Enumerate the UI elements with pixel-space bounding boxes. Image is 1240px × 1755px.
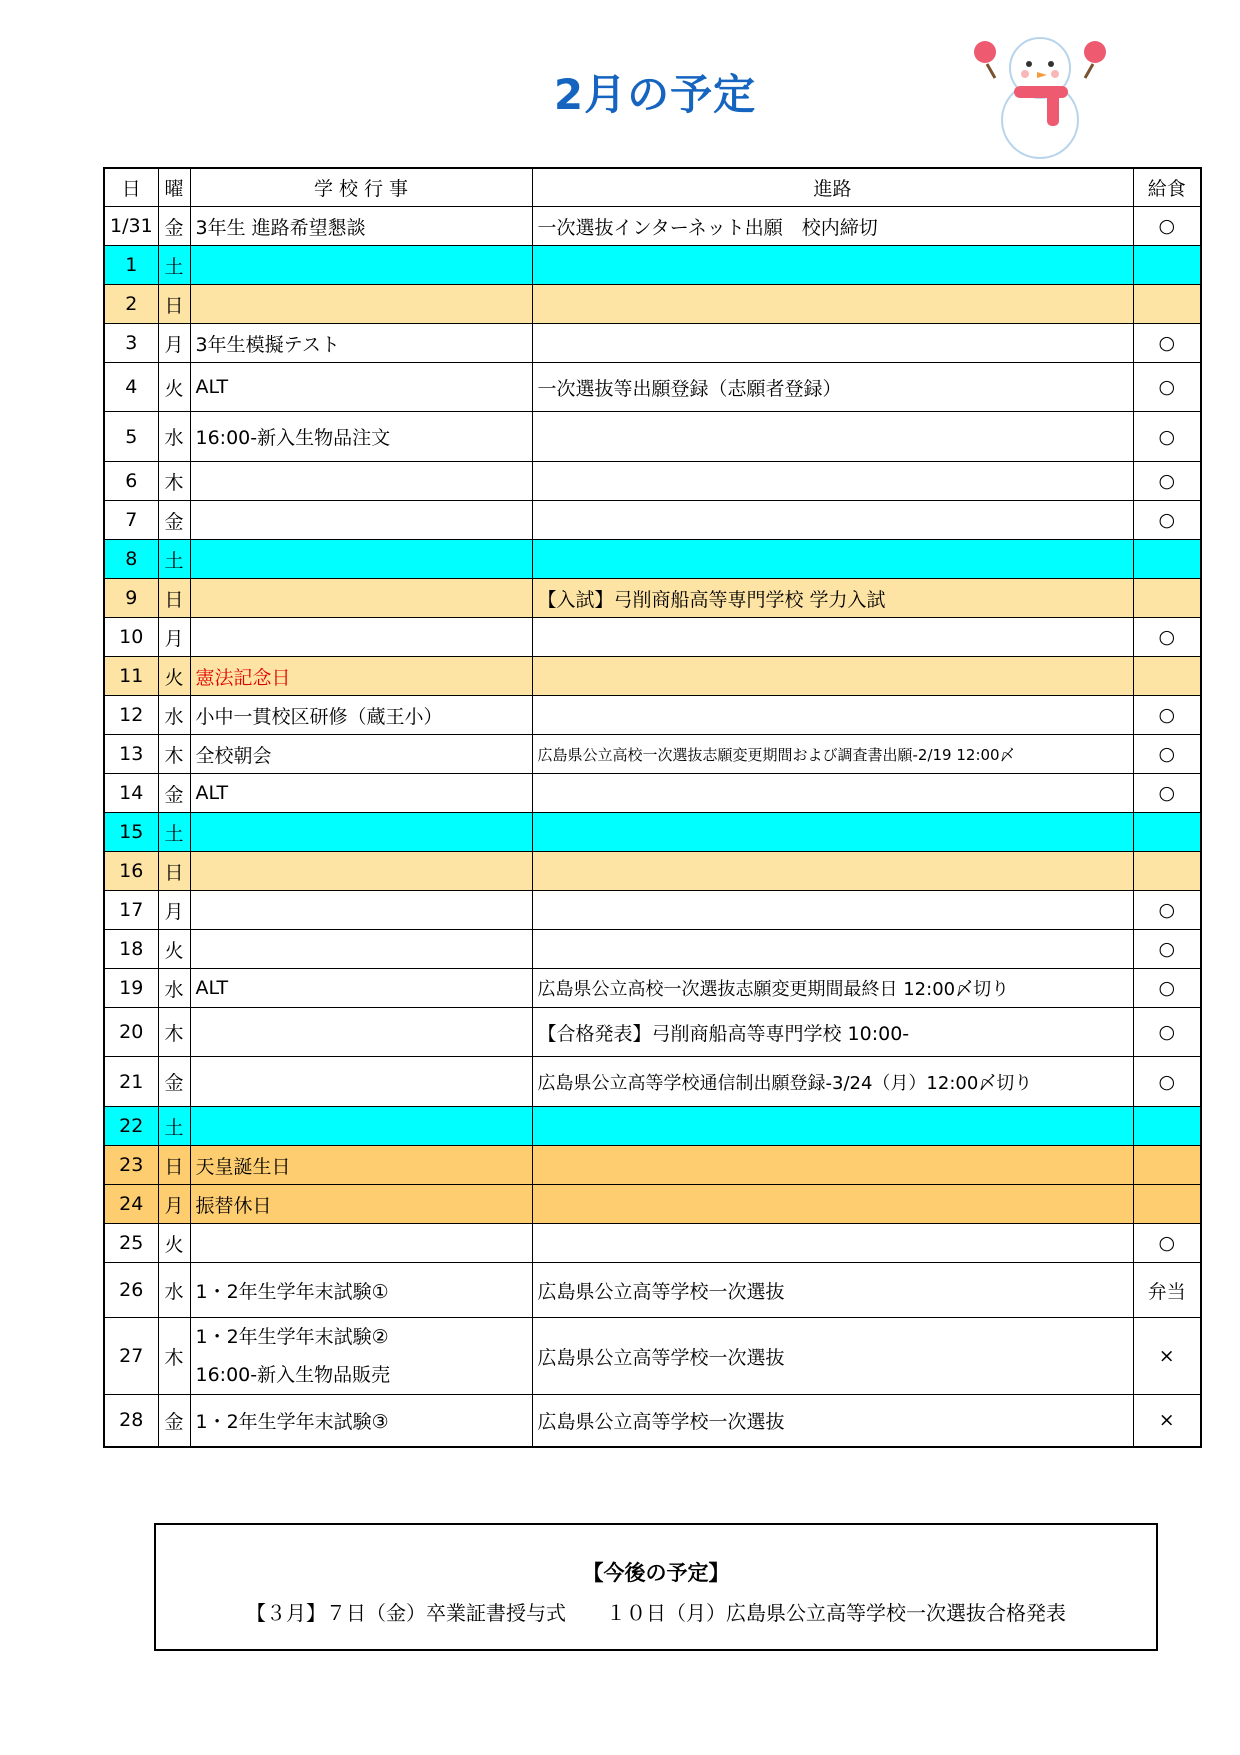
future-schedule-title: 【今後の予定】: [582, 1561, 730, 1585]
header-lunch: 給食: [1133, 168, 1201, 207]
table-row: [104, 657, 1201, 696]
row-event: [190, 285, 532, 324]
row-path: [532, 930, 1133, 969]
row-dow: 日: [158, 579, 190, 618]
row-day: 18: [104, 930, 158, 969]
row-day: 1/31: [104, 207, 158, 246]
row-dow: 金: [158, 1395, 190, 1447]
row-dow: 火: [158, 363, 190, 412]
row-day: 17: [104, 891, 158, 930]
row-dow: 月: [158, 618, 190, 657]
row-dow: 月: [158, 891, 190, 930]
row-path: [532, 1107, 1133, 1146]
row-event: ALT: [190, 363, 532, 412]
row-dow: 水: [158, 969, 190, 1008]
row-event-line1: 1・2年生学年末試験②: [195, 1326, 389, 1348]
table-row: [104, 1185, 1201, 1224]
row-path: 広島県公立高校一次選抜志願変更期間最終日 12:00〆切り: [532, 969, 1133, 1008]
table-row: [104, 1318, 1201, 1395]
row-event: [190, 462, 532, 501]
table-row: [104, 1263, 1201, 1318]
row-day: 25: [104, 1224, 158, 1263]
row-path: [532, 246, 1133, 285]
row-lunch: [1133, 246, 1201, 285]
row-event: [190, 813, 532, 852]
row-path: 広島県公立高等学校通信制出願登録-3/24（月）12:00〆切り: [532, 1057, 1133, 1107]
row-event: [190, 618, 532, 657]
row-path: [532, 501, 1133, 540]
row-dow: 月: [158, 324, 190, 363]
row-event: [190, 852, 532, 891]
row-path: 一次選抜インターネット出願 校内締切: [532, 207, 1133, 246]
row-lunch: ○: [1133, 891, 1201, 930]
row-day: 24: [104, 1185, 158, 1224]
row-dow: 水: [158, 1263, 190, 1318]
table-row: [104, 852, 1201, 891]
table-row: [104, 774, 1201, 813]
row-day: 21: [104, 1057, 158, 1107]
row-lunch: [1133, 657, 1201, 696]
row-dow: 火: [158, 930, 190, 969]
row-event-line2: 16:00-新入生物品販売: [195, 1364, 391, 1386]
table-row: [104, 813, 1201, 852]
row-dow: 日: [158, 852, 190, 891]
row-day: 27: [104, 1318, 158, 1395]
row-path: [532, 618, 1133, 657]
row-event: 1・2年生学年末試験③: [190, 1395, 532, 1447]
row-day: 10: [104, 618, 158, 657]
row-lunch: ○: [1133, 207, 1201, 246]
row-path: [532, 696, 1133, 735]
table-row: [104, 1395, 1201, 1447]
row-path: [532, 1224, 1133, 1263]
row-lunch: ○: [1133, 735, 1201, 774]
row-day: 26: [104, 1263, 158, 1318]
header-path: 進路: [532, 168, 1133, 207]
row-day: 23: [104, 1146, 158, 1185]
row-event: ALT: [190, 969, 532, 1008]
row-path: [532, 1185, 1133, 1224]
row-path: [532, 657, 1133, 696]
row-event: [190, 1107, 532, 1146]
row-event: [190, 579, 532, 618]
row-path: [532, 462, 1133, 501]
row-day: 6: [104, 462, 158, 501]
row-day: 15: [104, 813, 158, 852]
row-event: ALT: [190, 774, 532, 813]
row-path: 【入試】弓削商船高等専門学校 学力入試: [532, 579, 1133, 618]
row-day: 13: [104, 735, 158, 774]
row-day: 1: [104, 246, 158, 285]
row-event: 1・2年生学年末試験①: [190, 1263, 532, 1318]
row-day: 4: [104, 363, 158, 412]
table-row: [104, 207, 1201, 246]
row-event: 振替休日: [190, 1185, 532, 1224]
row-lunch: [1133, 285, 1201, 324]
table-row: [104, 540, 1201, 579]
table-row: [104, 618, 1201, 657]
future-schedule-body: 【３月】７日（金）卒業証書授与式 １０日（月）広島県公立高等学校一次選抜合格発表: [246, 1601, 1066, 1625]
row-day: 20: [104, 1008, 158, 1057]
row-path: [532, 412, 1133, 462]
row-day: 22: [104, 1107, 158, 1146]
row-lunch: [1133, 1185, 1201, 1224]
table-row: [104, 930, 1201, 969]
table-header: [104, 168, 1201, 207]
row-event: [190, 930, 532, 969]
row-dow: 金: [158, 207, 190, 246]
row-day: 12: [104, 696, 158, 735]
row-dow: 日: [158, 1146, 190, 1185]
row-lunch: ○: [1133, 1057, 1201, 1107]
row-dow: 土: [158, 246, 190, 285]
row-event: 3年生模擬テスト: [190, 324, 532, 363]
holiday-label: 憲法記念日: [190, 657, 532, 696]
row-path: 広島県公立高等学校一次選抜: [532, 1395, 1133, 1447]
row-dow: 土: [158, 540, 190, 579]
row-lunch: 弁当: [1133, 1263, 1201, 1318]
row-lunch: ×: [1133, 1318, 1201, 1395]
row-lunch: [1133, 852, 1201, 891]
snowman-illustration: [965, 20, 1115, 160]
row-lunch: ○: [1133, 324, 1201, 363]
row-day: 5: [104, 412, 158, 462]
row-lunch: ×: [1133, 1395, 1201, 1447]
row-lunch: ○: [1133, 501, 1201, 540]
future-schedule-box: [154, 1523, 1158, 1651]
row-dow: 木: [158, 735, 190, 774]
row-lunch: [1133, 1107, 1201, 1146]
row-lunch: ○: [1133, 412, 1201, 462]
row-path: [532, 774, 1133, 813]
row-day: 9: [104, 579, 158, 618]
row-event: [190, 540, 532, 579]
row-dow: 水: [158, 696, 190, 735]
row-event: [190, 1318, 532, 1395]
row-path: 広島県公立高等学校一次選抜: [532, 1263, 1133, 1318]
row-day: 11: [104, 657, 158, 696]
row-day: 16: [104, 852, 158, 891]
row-lunch: ○: [1133, 618, 1201, 657]
row-lunch: ○: [1133, 1008, 1201, 1057]
schedule-table: [103, 167, 1202, 1448]
row-day: 14: [104, 774, 158, 813]
row-lunch: [1133, 540, 1201, 579]
row-day: 28: [104, 1395, 158, 1447]
row-dow: 月: [158, 1185, 190, 1224]
row-day: 19: [104, 969, 158, 1008]
table-row: [104, 1107, 1201, 1146]
page-title: 2月の予定: [553, 70, 757, 119]
row-lunch: ○: [1133, 1224, 1201, 1263]
header-event: 学 校 行 事: [190, 168, 532, 207]
table-row: [104, 412, 1201, 462]
row-day: 3: [104, 324, 158, 363]
row-path: [532, 1146, 1133, 1185]
row-path: 広島県公立高等学校一次選抜: [532, 1318, 1133, 1395]
row-event: 天皇誕生日: [190, 1146, 532, 1185]
table-row: [104, 1146, 1201, 1185]
row-day: 2: [104, 285, 158, 324]
row-path: [532, 891, 1133, 930]
row-dow: 木: [158, 1008, 190, 1057]
table-row: [104, 363, 1201, 412]
row-path: 【合格発表】弓削商船高等専門学校 10:00-: [532, 1008, 1133, 1057]
table-row: [104, 969, 1201, 1008]
row-path: [532, 813, 1133, 852]
row-dow: 金: [158, 501, 190, 540]
table-row: [104, 1224, 1201, 1263]
table-row: [104, 246, 1201, 285]
row-event: 16:00-新入生物品注文: [190, 412, 532, 462]
row-path: 一次選抜等出願登録（志願者登録）: [532, 363, 1133, 412]
header-day: 日: [104, 168, 158, 207]
row-dow: 木: [158, 462, 190, 501]
row-dow: 水: [158, 412, 190, 462]
table-row: [104, 1008, 1201, 1057]
row-event: [190, 501, 532, 540]
row-path: [532, 852, 1133, 891]
row-lunch: [1133, 813, 1201, 852]
row-lunch: ○: [1133, 462, 1201, 501]
row-event: [190, 1224, 532, 1263]
row-dow: 火: [158, 657, 190, 696]
table-row: [104, 501, 1201, 540]
row-dow: 土: [158, 1107, 190, 1146]
row-lunch: ○: [1133, 930, 1201, 969]
row-dow: 金: [158, 1057, 190, 1107]
row-event: [190, 1008, 532, 1057]
row-day: 7: [104, 501, 158, 540]
row-lunch: ○: [1133, 363, 1201, 412]
header-dow: 曜: [158, 168, 190, 207]
row-event: [190, 1057, 532, 1107]
row-dow: 日: [158, 285, 190, 324]
row-lunch: ○: [1133, 969, 1201, 1008]
table-row: [104, 462, 1201, 501]
table-row: [104, 1057, 1201, 1107]
row-event: 3年生 進路希望懇談: [190, 207, 532, 246]
table-row: [104, 891, 1201, 930]
row-event: [190, 246, 532, 285]
row-path: 広島県公立高校一次選抜志願変更期間および調査書出願-2/19 12:00〆: [532, 735, 1133, 774]
table-row: [104, 324, 1201, 363]
row-path: [532, 285, 1133, 324]
row-day: 8: [104, 540, 158, 579]
row-lunch: ○: [1133, 774, 1201, 813]
row-event: 小中一貫校区研修（蔵王小）: [190, 696, 532, 735]
row-event: 全校朝会: [190, 735, 532, 774]
row-event: [190, 891, 532, 930]
row-dow: 火: [158, 1224, 190, 1263]
table-row: [104, 285, 1201, 324]
row-lunch: [1133, 1146, 1201, 1185]
row-path: [532, 324, 1133, 363]
row-lunch: ○: [1133, 696, 1201, 735]
table-row: [104, 735, 1201, 774]
row-dow: 土: [158, 813, 190, 852]
row-dow: 木: [158, 1318, 190, 1395]
row-lunch: [1133, 579, 1201, 618]
row-dow: 金: [158, 774, 190, 813]
table-row: [104, 579, 1201, 618]
table-row: [104, 696, 1201, 735]
row-path: [532, 540, 1133, 579]
